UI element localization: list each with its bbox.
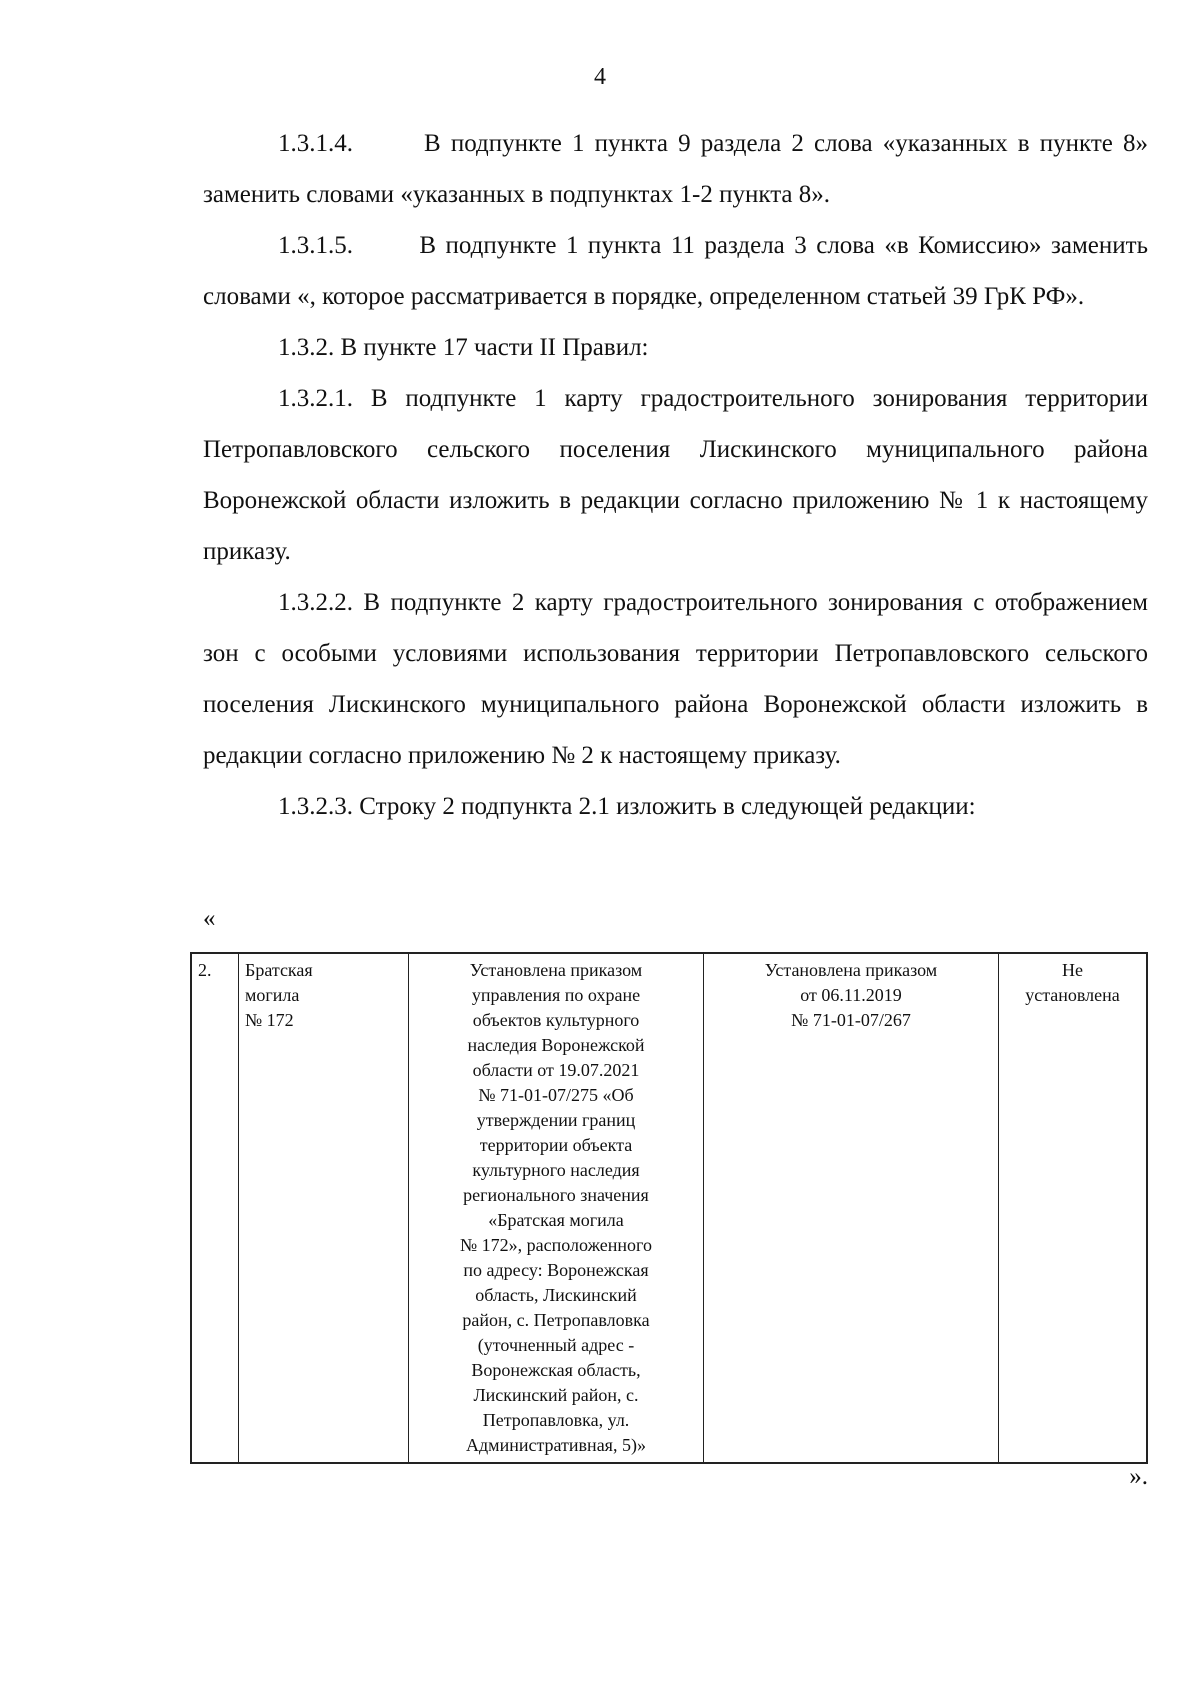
paragraph-1-3-1-4: 1.3.1.4. В подпункте 1 пункта 9 раздела 2 слова «указанных в пункте 8» заменить словами «указанных в подпунктах 1-2 пункта 8».	[203, 130, 1155, 208]
paragraph-1-3-1-5: 1.3.1.5. В подпункте 1 пункта 11 раздела 3 слова «в Комиссию» заменить словами «, которое рассматривается в порядке, определенном статьей 39 ГрК РФ».	[203, 232, 1155, 310]
territory-boundaries-text: Установлена приказом управления по охране объектов культурного наследия Воронежской области от 19.07.2021 № 71-01-07/275 «Об утверждении границ территории объекта культурного наследия регионального значения «Братская могила № 172», расположенного по адресу: Воронежская область, Лискинский район, с. Петропавловка (уточненный адрес - Воронежская область, Лискинский район, с. Петропавловка, ул. Административная, 5)»	[460, 960, 652, 1455]
territory-boundaries-cell	[409, 953, 704, 1463]
paragraph-1-3-2-3: 1.3.2.3. Строку 2 подпункта 2.1 изложить в следующей редакции:	[278, 793, 976, 820]
closing-quote-mark: ».	[1129, 1463, 1148, 1490]
object-name: Братская могила № 172	[245, 960, 313, 1030]
paragraph-1-3-2-2: 1.3.2.2. В подпункте 2 карту градостроительного зонирования с отображением зон с особыми условиями использования территории Петропавловского сельского поселения Лискинского муниципального района Воронежской области изложить в редакции согласно приложению № 2 к настоящему приказу.	[203, 589, 1148, 769]
amendment-table	[190, 952, 1148, 1464]
protection-subject-cell	[704, 953, 999, 1463]
table-row	[191, 953, 1147, 1463]
document-body	[203, 118, 1155, 832]
page-number: 4	[594, 64, 606, 90]
row-number: 2.	[198, 960, 212, 980]
protection-zone-text: Не установлена	[1025, 960, 1120, 1005]
protection-zone-cell	[999, 953, 1148, 1463]
protection-subject-text: Установлена приказом от 06.11.2019 № 71-01-07/267	[764, 960, 938, 1030]
object-name-cell	[239, 953, 409, 1463]
paragraph-1-3-2: 1.3.2. В пункте 17 части II Правил:	[278, 334, 649, 361]
opening-quote-mark: «	[203, 905, 216, 932]
paragraph-1-3-2-1: 1.3.2.1. В подпункте 1 карту градостроительного зонирования территории Петропавловского сельского поселения Лискинского муниципального района Воронежской области изложить в редакции согласно приложению № 1 к настоящему приказу.	[203, 385, 1148, 565]
row-number-cell	[191, 953, 239, 1463]
